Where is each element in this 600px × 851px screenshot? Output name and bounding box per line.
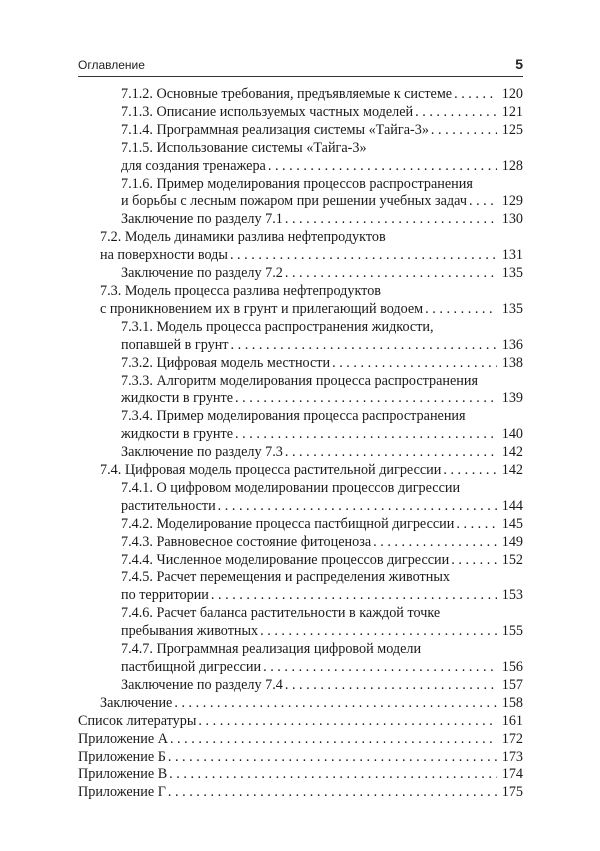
- toc-entry-line: [121, 337, 523, 355]
- toc-entry-line: [121, 659, 523, 677]
- dot-leader: [169, 766, 497, 784]
- dot-leader: [454, 86, 497, 104]
- toc-page-number: 136: [501, 336, 523, 353]
- toc-entry-line: [121, 104, 523, 122]
- toc-entry-line: [121, 86, 523, 104]
- toc-entry: [78, 176, 523, 212]
- toc-entry: [78, 534, 523, 552]
- toc-page-number: 149: [501, 533, 523, 550]
- toc-entry: [78, 677, 523, 695]
- toc-entry: [78, 695, 523, 713]
- dot-leader: [373, 534, 497, 552]
- dot-leader: [415, 104, 497, 122]
- toc-entry-line: [121, 552, 523, 570]
- toc-entry-title: жидкости в грунте: [121, 390, 234, 407]
- toc-entry-title: Приложение А: [78, 730, 168, 747]
- toc-entry: [78, 373, 523, 409]
- toc-entry: [78, 229, 523, 265]
- toc-entry-title: пастбищной дигрессии: [121, 659, 262, 675]
- toc-entry-line: [78, 713, 523, 731]
- toc-page-number: 135: [501, 265, 523, 282]
- toc-entry-line: [121, 355, 523, 373]
- toc-entry-title: 7.3.2. Цифровая модель местности: [121, 354, 331, 371]
- toc-entry-title: 7.1.4. Программная реализация системы «Тайга-3»: [121, 121, 429, 138]
- dot-leader: [170, 731, 497, 749]
- toc-page-number: 158: [501, 694, 523, 711]
- toc-page-number: 156: [501, 659, 523, 675]
- toc-page-number: 139: [501, 390, 523, 407]
- dot-leader: [230, 247, 497, 265]
- toc-entry-title: 7.4.4. Численное моделирование процессов дигрессии: [121, 551, 450, 568]
- dot-leader: [235, 390, 497, 408]
- running-header: [78, 56, 523, 77]
- dot-leader: [425, 301, 497, 319]
- toc-entry-title: Список литературы: [78, 712, 197, 729]
- toc-entry-line: [121, 158, 523, 176]
- toc-page-number: 153: [501, 587, 523, 604]
- toc-entry-title: на поверхности воды: [100, 247, 228, 264]
- toc-entry-title: 7.1.2. Основные требования, предъявляемые к системе: [121, 86, 453, 102]
- toc-entry: [78, 766, 523, 784]
- dot-leader: [231, 337, 498, 355]
- toc-entry-line: [121, 569, 523, 587]
- dot-leader: [431, 122, 497, 140]
- toc-entry-line: [121, 211, 523, 229]
- toc-entry-title: 7.1.5. Использование системы «Тайга-3»: [121, 139, 367, 156]
- header-title: Оглавление: [78, 58, 145, 72]
- toc-entry-line: [121, 122, 523, 140]
- toc-entry-title: 7.1.3. Описание используемых частных моделей: [121, 103, 414, 120]
- dot-leader: [260, 623, 497, 641]
- toc-entry-title: Заключение по разделу 7.4: [121, 676, 283, 693]
- toc-entry-title: 7.4.1. О цифровом моделировании процессов дигрессии: [121, 479, 461, 496]
- toc-page-number: 144: [501, 497, 523, 514]
- toc-entry-line: [121, 677, 523, 695]
- toc-entry-line: [121, 605, 523, 623]
- toc-entry-line: [100, 229, 523, 247]
- toc-entry-title: жидкости в грунте: [121, 426, 234, 443]
- toc-page-number: 128: [501, 157, 523, 174]
- toc-entry: [78, 641, 523, 677]
- dot-leader: [332, 355, 497, 373]
- toc-entry-title: 7.3.3. Алгоритм моделирования процесса распространения: [121, 372, 478, 389]
- toc-page-number: 174: [501, 766, 523, 783]
- toc-entry-line: [78, 766, 523, 784]
- toc-page-number: 120: [501, 86, 523, 102]
- dot-leader: [168, 749, 497, 767]
- toc-entry-line: [121, 534, 523, 552]
- toc-entry-title: по территории: [121, 587, 209, 604]
- toc-page-number: 140: [501, 426, 523, 443]
- toc-page-number: 130: [501, 211, 523, 228]
- toc-entry: [78, 319, 523, 355]
- dot-leader: [285, 211, 497, 229]
- dot-leader: [285, 444, 497, 462]
- toc-entry-title: Заключение: [100, 694, 173, 711]
- toc-entry-title: 7.4. Цифровая модель процесса растительной дигрессии: [100, 462, 442, 479]
- toc-entry-line: [121, 641, 523, 659]
- dot-leader: [285, 677, 497, 695]
- dot-leader: [443, 462, 497, 480]
- toc-entry-line: [78, 731, 523, 749]
- toc-entry: [78, 713, 523, 731]
- toc-entry: [78, 749, 523, 767]
- dot-leader: [198, 713, 497, 731]
- dot-leader: [451, 552, 497, 570]
- toc-entry-line: [121, 623, 523, 641]
- toc-entry-line: [121, 319, 523, 337]
- toc-entry: [78, 265, 523, 283]
- toc-entry: [78, 122, 523, 140]
- toc-entry: [78, 140, 523, 176]
- toc-entry-title: Приложение В: [78, 766, 168, 783]
- toc-entry-line: [78, 749, 523, 767]
- toc-entry: [78, 731, 523, 749]
- toc-entry-line: [121, 193, 523, 211]
- toc-page-number: 173: [501, 748, 523, 765]
- toc-entry-title: 7.3. Модель процесса разлива нефтепродуктов: [100, 282, 381, 299]
- toc-page-number: 175: [501, 784, 523, 801]
- dot-leader: [168, 784, 497, 802]
- toc-entry: [78, 104, 523, 122]
- toc-entry-line: [121, 480, 523, 498]
- toc-entry-line: [100, 462, 523, 480]
- toc-page-number: 161: [501, 712, 523, 729]
- toc-entry-title: для создания тренажера: [121, 157, 266, 174]
- toc-entry-line: [121, 408, 523, 426]
- toc-entry-title: 7.1.6. Пример моделирования процессов распространения: [121, 175, 473, 192]
- dot-leader: [218, 498, 497, 516]
- toc-entry-title: Приложение Б: [78, 748, 166, 765]
- toc-entry: [78, 480, 523, 516]
- toc-page-number: 138: [501, 354, 523, 371]
- table-of-contents: [78, 86, 523, 802]
- toc-entry-line: [100, 283, 523, 301]
- toc-entry: [78, 283, 523, 319]
- toc-page-number: 121: [501, 103, 523, 120]
- dot-leader: [263, 659, 497, 677]
- toc-entry: [78, 408, 523, 444]
- toc-entry-line: [121, 587, 523, 605]
- toc-entry-title: 7.3.1. Модель процесса распространения жидкости,: [121, 318, 434, 335]
- dot-leader: [235, 426, 497, 444]
- toc-entry-title: пребывания животных: [121, 623, 259, 640]
- toc-entry-line: [121, 373, 523, 391]
- toc-entry: [78, 86, 523, 104]
- toc-entry-title: Заключение по разделу 7.2: [121, 265, 283, 282]
- toc-entry-line: [100, 301, 523, 319]
- toc-entry-line: [121, 176, 523, 194]
- toc-entry: [78, 211, 523, 229]
- toc-entry-title: Заключение по разделу 7.3: [121, 444, 283, 461]
- toc-entry-line: [121, 498, 523, 516]
- toc-entry: [78, 355, 523, 373]
- toc-entry-title: и борьбы с лесным пожаром при решении учебных задач: [121, 193, 467, 210]
- toc-page-number: 152: [501, 551, 523, 568]
- toc-entry-line: [100, 695, 523, 713]
- toc-page-number: 125: [501, 121, 523, 138]
- toc-entry-title: 7.4.3. Равновесное состояние фитоценоза: [121, 533, 372, 550]
- toc-entry-title: Заключение по разделу 7.1: [121, 211, 283, 228]
- toc-entry-title: 7.2. Модель динамики разлива нефтепродуктов: [100, 229, 386, 246]
- toc-entry-line: [121, 390, 523, 408]
- toc-entry: [78, 444, 523, 462]
- toc-entry-title: Приложение Г: [78, 784, 166, 801]
- toc-entry-title: 7.4.7. Программная реализация цифровой модели: [121, 641, 422, 658]
- toc-entry-title: растительности: [121, 497, 216, 514]
- toc-entry-title: 7.3.4. Пример моделирования процесса распространения: [121, 408, 466, 425]
- toc-page-number: 145: [501, 515, 523, 532]
- toc-page-number: 157: [501, 676, 523, 693]
- toc-entry-line: [121, 265, 523, 283]
- toc-entry-title: 7.4.6. Расчет баланса растительности в каждой точке: [121, 605, 441, 622]
- toc-page-number: 155: [501, 623, 523, 640]
- toc-entry-line: [100, 247, 523, 265]
- toc-entry: [78, 605, 523, 641]
- toc-entry-line: [121, 426, 523, 444]
- toc-entry-title: попавшей в грунт: [121, 336, 229, 353]
- toc-entry-title: с проникновением их в грунт и прилегающий водоем: [100, 300, 424, 317]
- header-page-number: 5: [515, 56, 523, 72]
- toc-page-number: 131: [501, 247, 523, 264]
- toc-entry-line: [78, 784, 523, 802]
- toc-entry: [78, 569, 523, 605]
- toc-page-number: 172: [501, 730, 523, 747]
- dot-leader: [285, 265, 497, 283]
- dot-leader: [268, 158, 497, 176]
- toc-entry-title: 7.4.5. Расчет перемещения и распределения животных: [121, 569, 450, 586]
- toc-entry: [78, 516, 523, 534]
- dot-leader: [469, 193, 497, 211]
- toc-entry: [78, 784, 523, 802]
- toc-page-number: 135: [501, 300, 523, 317]
- toc-entry: [78, 462, 523, 480]
- toc-page-number: 142: [501, 444, 523, 461]
- toc-entry: [78, 552, 523, 570]
- toc-entry-line: [121, 516, 523, 534]
- dot-leader: [211, 587, 497, 605]
- toc-page-number: 142: [501, 462, 523, 479]
- toc-entry-line: [121, 140, 523, 158]
- dot-leader: [174, 695, 497, 713]
- dot-leader: [456, 516, 497, 534]
- toc-entry-title: 7.4.2. Моделирование процесса пастбищной дигрессии: [121, 515, 455, 532]
- toc-page-number: 129: [501, 193, 523, 210]
- toc-entry-line: [121, 444, 523, 462]
